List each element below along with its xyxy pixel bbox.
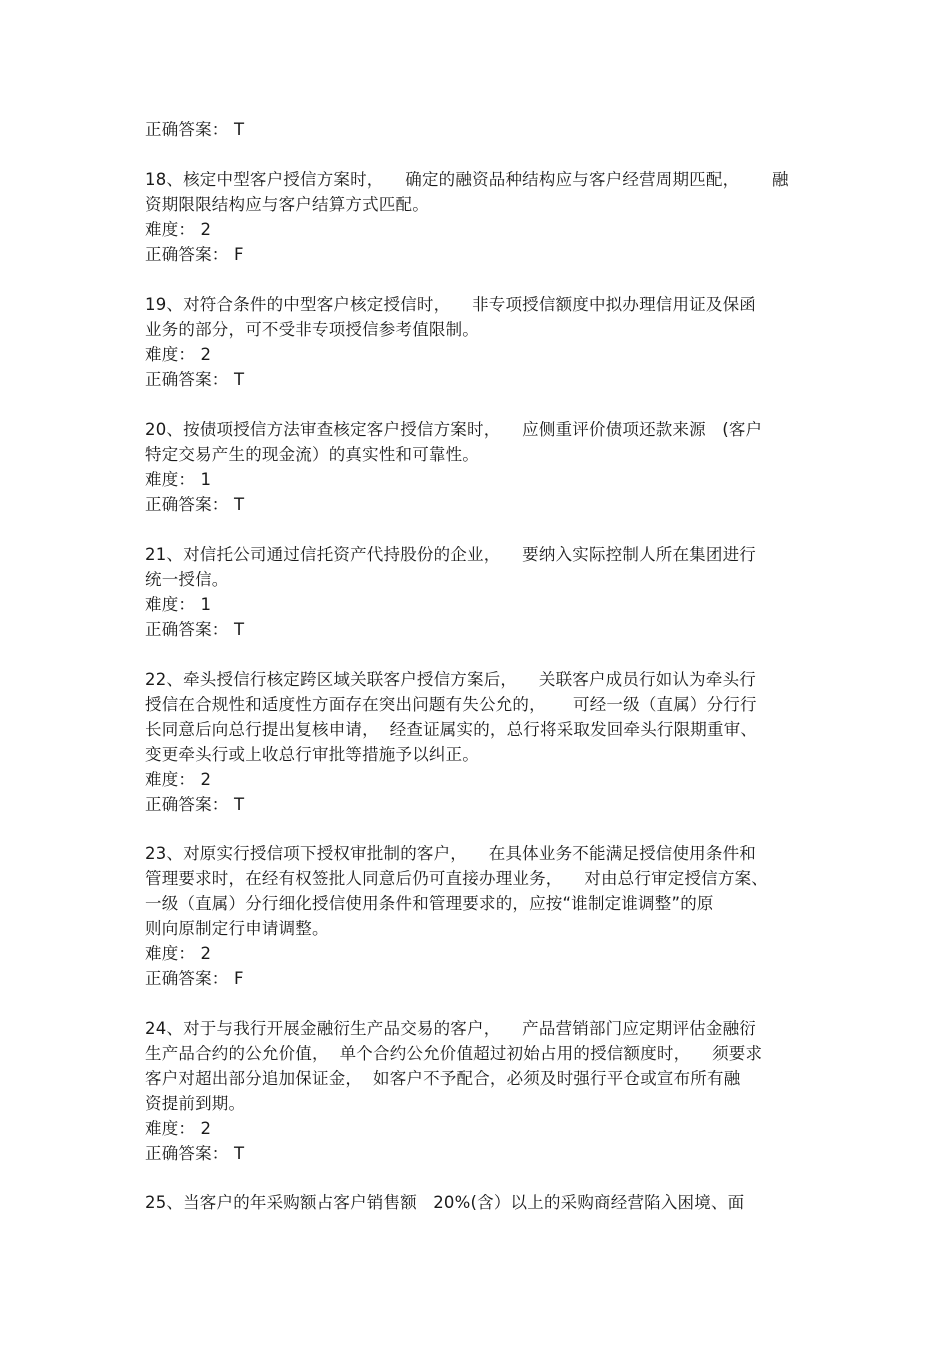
question-23-text-line-4: 则向原制定行申请调整。 [145,919,329,938]
question-21-difficulty: 难度： 1 [145,595,212,614]
question-22-difficulty: 难度： 2 [145,770,212,789]
question-22-text-line-2: 授信在合规性和适度性方面存在突出问题有失公允的， 可经一级（直属）分行行 [145,695,757,714]
question-18-difficulty: 难度： 2 [145,220,212,239]
question-23-difficulty: 难度： 2 [145,944,212,963]
question-24-text-line-4: 资提前到期。 [145,1094,246,1113]
question-23-text-line-3: 一级（直属）分行细化授信使用条件和管理要求的，应按“谁制定谁调整”的原 [145,894,714,913]
question-19-difficulty: 难度： 2 [145,345,212,364]
question-24-answer: 正确答案： T [145,1144,245,1163]
question-19-text-line-2: 业务的部分，可不受非专项授信参考值限制。 [145,320,479,339]
answer-line: 正确答案： T [145,120,245,139]
question-20-text-line-1: 20、按债项授信方法审查核定客户授信方案时， 应侧重评价债项还款来源 (客户 [145,420,763,439]
question-23-text-line-1: 23、对原实行授信项下授权审批制的客户， 在具体业务不能满足授信使用条件和 [145,844,756,863]
question-19-text-line-1: 19、对符合条件的中型客户核定授信时， 非专项授信额度中拟办理信用证及保函 [145,295,756,314]
question-21-text-line-2: 统一授信。 [145,570,229,589]
question-20-answer: 正确答案： T [145,495,245,514]
question-18-text-line-1: 18、核定中型客户授信方案时， 确定的融资品种结构应与客户经营周期匹配， 融 [145,170,789,189]
question-22-text-line-1: 22、牵头授信行核定跨区域关联客户授信方案后， 关联客户成员行如认为牵头行 [145,670,756,689]
question-23-answer: 正确答案： F [145,969,244,988]
question-20-text-line-2: 特定交易产生的现金流）的真实性和可靠性。 [145,445,479,464]
question-21-answer: 正确答案： T [145,620,245,639]
question-22-text-line-4: 变更牵头行或上收总行审批等措施予以纠正。 [145,745,479,764]
question-21-text-line-1: 21、对信托公司通过信托资产代持股份的企业， 要纳入实际控制人所在集团进行 [145,545,756,564]
question-19-answer: 正确答案： T [145,370,245,389]
question-24-text-line-3: 客户对超出部分追加保证金， 如客户不予配合，必须及时强行平仓或宣布所有融 [145,1069,741,1088]
question-24-text-line-1: 24、对于与我行开展金融衍生产品交易的客户， 产品营销部门应定期评估金融衍 [145,1019,756,1038]
question-23-text-line-2: 管理要求时，在经有权签批人同意后仍可直接办理业务， 对由总行审定授信方案、 [145,869,768,888]
question-20-difficulty: 难度： 1 [145,470,212,489]
question-22-answer: 正确答案： T [145,795,245,814]
question-24-text-line-2: 生产品合约的公允价值， 单个合约公允价值超过初始占用的授信额度时， 须要求 [145,1044,763,1063]
question-18-answer: 正确答案： F [145,245,244,264]
question-25-text-line-1: 25、当客户的年采购额占客户销售额 20%(含）以上的采购商经营陷入困境、面 [145,1193,745,1212]
question-24-difficulty: 难度： 2 [145,1119,212,1138]
question-22-text-line-3: 长同意后向总行提出复核申请， 经查证属实的，总行将采取发回牵头行限期重审、 [145,720,758,739]
question-18-text-line-2: 资期限限结构应与客户结算方式匹配。 [145,195,429,214]
